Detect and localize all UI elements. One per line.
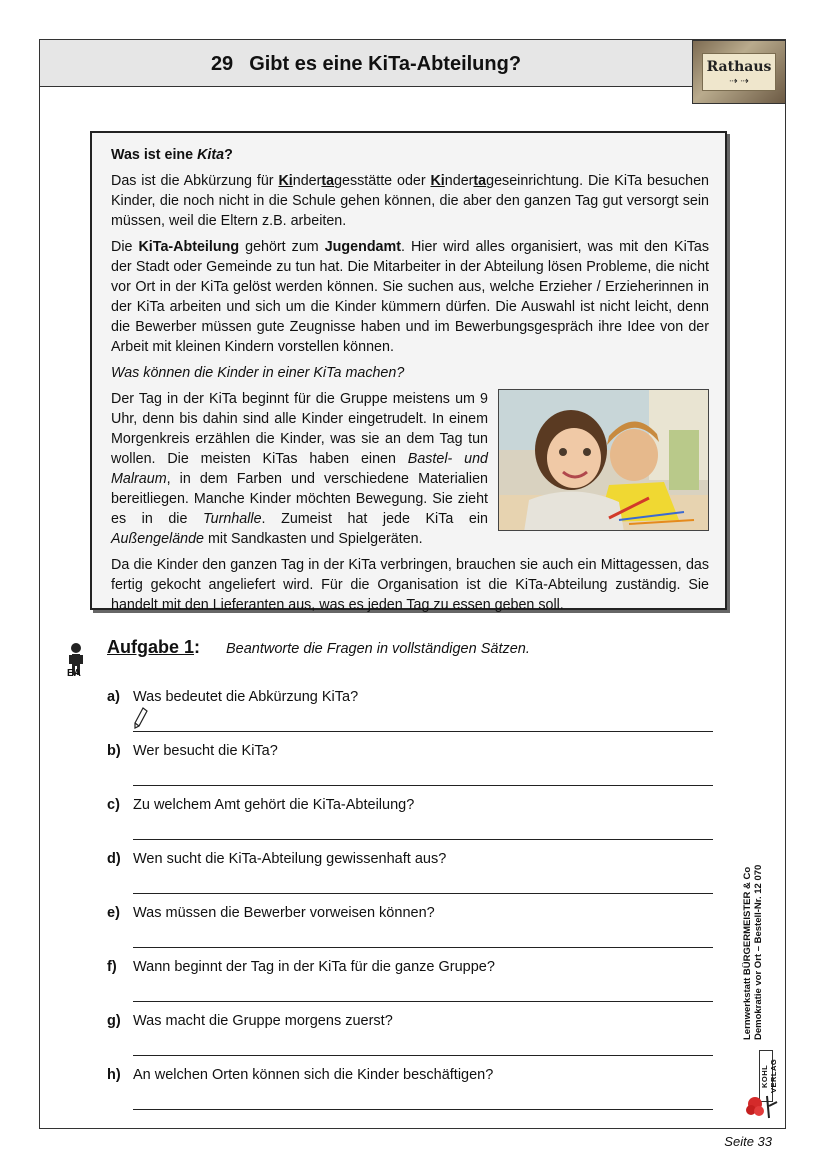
answer-line[interactable] xyxy=(133,731,713,732)
children-drawing-photo xyxy=(498,389,709,531)
rathaus-sign-image xyxy=(692,40,786,104)
answer-line[interactable] xyxy=(133,947,713,948)
question-d: d) Wen sucht die KiTa-Abteilung gewissenhaft aus? xyxy=(107,851,713,901)
question-a: a) Was bedeutet die Abkürzung KiTa? xyxy=(107,689,713,739)
question-c: c) Zu welchem Amt gehört die KiTa-Abteilung? xyxy=(107,797,713,847)
answer-line[interactable] xyxy=(133,1109,713,1110)
answer-line[interactable] xyxy=(133,893,713,894)
chapter-number: 29 xyxy=(210,53,234,75)
info-paragraph-2: Die KiTa-Abteilung gehört zum Jugendamt. Hier wird alles organisiert, was mit den KiTas der Stadt oder Gemeinde zu tun hat. Die Mitarbeiter in der Abteilung lösen Probleme, die nicht vor Ort in der KiTa gelöst werden können. Sie suchen aus, welche Erzieher / Erzieherinnen in der KiTa arbeiten und sich um die Kinder kümmern dürfen. Die Auswahl ist nicht leicht, denn die Bewerber müssen gute Zeugnisse haben und im Bewerbungsgespräch ihre Idee von der Arbeit mit kleinen Kindern vorstellen können. xyxy=(111,239,709,355)
info-subheading: Was können die Kinder in einer KiTa machen? xyxy=(111,365,405,381)
question-g: g) Was macht die Gruppe morgens zuerst? xyxy=(107,1013,713,1063)
question-f: f) Wann beginnt der Tag in der KiTa für die ganze Gruppe? xyxy=(107,959,713,1009)
ea-label: EA xyxy=(67,668,81,679)
chapter-title: Gibt es eine KiTa-Abteilung? xyxy=(249,53,522,75)
arrow-icon: ⇢ ⇢ xyxy=(729,76,749,87)
publisher-info: Lernwerkstatt BÜRGERMEISTER & Co Demokratie vor Ort – Bestell-Nr. 12 070 xyxy=(742,864,764,1040)
answer-line[interactable] xyxy=(133,839,713,840)
sign-text: Rathaus xyxy=(706,59,772,75)
answer-line[interactable] xyxy=(133,1001,713,1002)
sign-plate xyxy=(702,53,776,91)
question-b: b) Wer besucht die KiTa? xyxy=(107,743,713,793)
task-instruction: Beantworte die Fragen in vollständigen Sätzen. xyxy=(226,641,530,657)
task-title: Aufgabe 1: xyxy=(107,637,201,657)
pencil-icon xyxy=(134,707,148,729)
question-e: e) Was müssen die Bewerber vorweisen können? xyxy=(107,905,713,955)
page-header xyxy=(39,39,786,87)
info-paragraph-1: Das ist die Abkürzung für Kindertagesstätte oder Kindertageseinrichtung. Die KiTa besuchen Kinder, die noch nicht in die Schule gehen können, die aber den ganzen Tag gut versorgt sein müssen, weil die Eltern z.B. arbeiten. xyxy=(111,173,710,229)
info-heading: Was ist eine Kita? xyxy=(111,147,233,163)
page-number: Seite 33 xyxy=(724,1134,772,1149)
info-box xyxy=(90,131,727,613)
kohl-verlag-logo: KOHL VERLAG xyxy=(745,1050,779,1120)
tree-logo-icon xyxy=(745,1092,779,1120)
answer-line[interactable] xyxy=(133,1055,713,1056)
info-paragraph-4: Da die Kinder den ganzen Tag in der KiTa verbringen, brauchen sie auch ein Mittagessen, das fertig gekocht angeliefert wird. Für die Organisation ist die KiTa-Abteilung zuständig. Sie handelt mit den Lieferanten aus, was es jeden Tag zu essen geben soll. xyxy=(111,557,709,613)
info-paragraph-3: Der Tag in der KiTa beginnt für die Gruppe meistens um 9 Uhr, denn bis dahin sind alle Kinder eingetrudelt. In einem Morgenkreis erzählen die Kinder, was sie an dem Tag tun wollen. Die meisten KiTas haben einen Bastel- und Malraum, in dem Farben und verschiedene Materialien bereitliegen. Manche Kinder möchten Bewegung. Sie zieht es in die Turnhalle. Zumeist hat jede KiTa ein Außengelände mit Sandkasten und Spielgeräten. xyxy=(111,391,488,547)
question-h: h) An welchen Orten können sich die Kinder beschäftigen? xyxy=(107,1067,713,1117)
answer-line[interactable] xyxy=(133,785,713,786)
page-title xyxy=(40,40,692,88)
publisher-sidebar xyxy=(742,845,782,1120)
